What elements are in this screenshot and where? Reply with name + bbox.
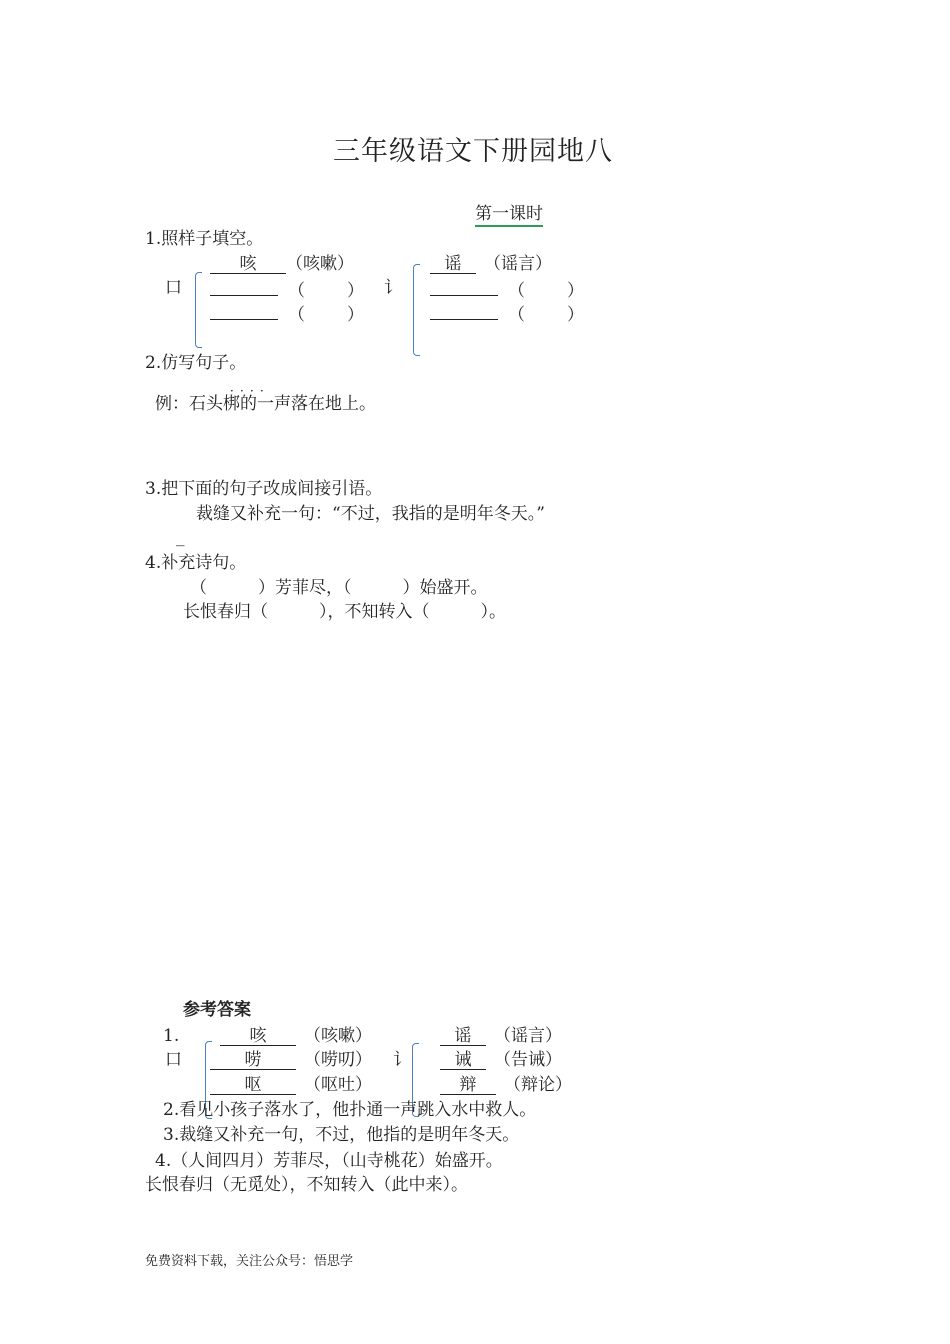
- answer-right-row: 辩 （辩论）: [440, 1075, 572, 1095]
- lesson-subtitle: 第一课时: [475, 204, 543, 224]
- left-brace: [195, 272, 202, 348]
- q1-right-example: 谣 （谣言）: [430, 254, 552, 274]
- footer-note: 免费资料下载，关注公众号：悟思学: [145, 1254, 354, 1269]
- answer-right-row: 谣 （谣言）: [440, 1026, 562, 1046]
- answer-radical-kou: 口: [165, 1050, 182, 1070]
- q3-label: 3.把下面的句子改成间接引语。: [145, 479, 383, 499]
- radical-kou: 口: [165, 278, 182, 298]
- fill-blank[interactable]: [430, 278, 498, 296]
- answer-2: 2.看见小孩子落水了，他扑通一声跳入水中救人。: [163, 1100, 537, 1120]
- q1-left-blank-row: （ ）: [210, 278, 364, 301]
- radical-yan: 讠: [384, 278, 401, 298]
- q4-line2: 长恨春归（ ），不知转入（ ）。: [183, 602, 506, 622]
- q3-mark: _: [176, 527, 185, 547]
- answer-left-row: 唠 （唠叨）: [210, 1050, 372, 1070]
- q2-example: 例：石头梆的一声落在地上。: [155, 394, 376, 414]
- answer-3: 3.裁缝又补充一句，不过，他指的是明年冬天。: [163, 1125, 520, 1145]
- answer-left-row: 咳 （咳嗽）: [220, 1026, 372, 1046]
- a1-number: 1.: [163, 1026, 180, 1046]
- q1-right-blank-row: （ ）: [430, 278, 584, 301]
- emphasis-dots: ．．．．: [230, 380, 277, 394]
- q1-right-blank-row: （ ）: [430, 302, 584, 325]
- fill-blank[interactable]: [210, 278, 278, 296]
- fill-blank[interactable]: [430, 302, 498, 320]
- q3-sentence: 裁缝又补充一句：“不过，我指的是明年冬天。”: [196, 504, 545, 524]
- q4-line1: （ ）芳菲尽，（ ）始盛开。: [190, 578, 488, 598]
- q4-label: 4.补充诗句。: [145, 553, 247, 573]
- q1-label: 1.照样子填空。: [145, 229, 264, 249]
- page-title: 三年级语文下册园地八: [333, 136, 613, 167]
- answer-right-row: 诫 （告诫）: [440, 1050, 562, 1070]
- answer-4-line1: 4.（人间四月）芳菲尽，（山寺桃花）始盛开。: [155, 1151, 503, 1171]
- answer-radical-yan: 讠: [393, 1050, 410, 1070]
- answer-left-row: 呕 （呕吐）: [210, 1075, 372, 1095]
- q2-label: 2.仿写句子。: [145, 353, 247, 373]
- answer-4-line2: 长恨春归（无觅处），不知转入（此中来）。: [145, 1175, 468, 1195]
- answers-heading: 参考答案: [183, 1000, 251, 1020]
- right-brace: [413, 264, 420, 356]
- fill-blank[interactable]: [210, 302, 278, 320]
- q1-left-example: 咳 （咳嗽）: [210, 254, 354, 274]
- q1-left-blank-row: （ ）: [210, 302, 364, 325]
